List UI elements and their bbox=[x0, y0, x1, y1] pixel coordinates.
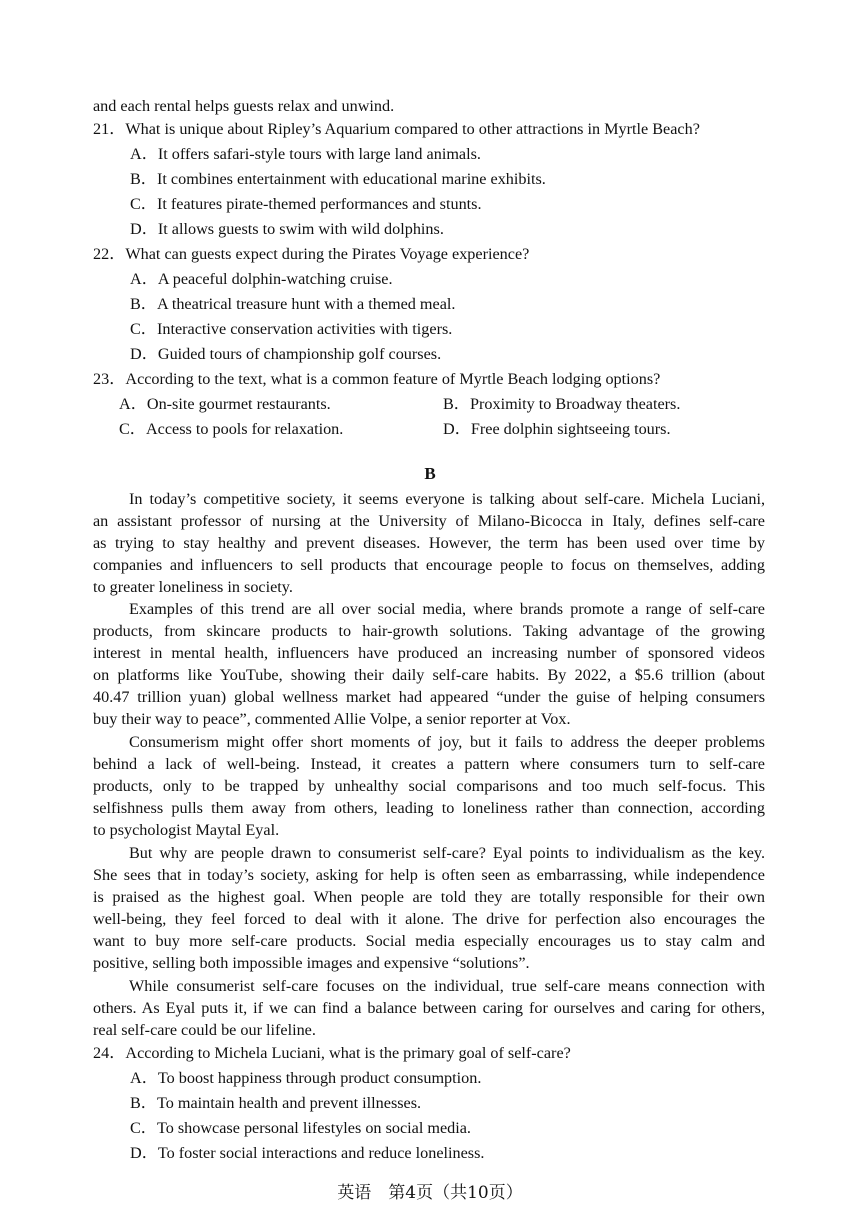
passage-a-final-line: and each rental helps guests relax and unwind. bbox=[93, 97, 395, 115]
page-footer: 英语 第4页（共10页） bbox=[337, 1183, 523, 1203]
passage-line: positive, selling both impossible images and expensive “solutions”. bbox=[93, 954, 530, 972]
question-23-option-d: D．Free dolphin sightseeing tours. bbox=[443, 420, 671, 438]
section-title: B bbox=[424, 464, 436, 483]
passage-line: companies and influencers to sell products that encourage people to focus on themselves, adding bbox=[93, 556, 765, 574]
passage-line: selfishness pulls them away from others, leading to loneliness rather than connection, according bbox=[93, 799, 765, 817]
passage-line: others. As Eyal puts it, if we can find a balance between caring for ourselves and caring for others, bbox=[93, 999, 765, 1017]
passage-line: products, from skincare products to hair-growth solutions. Taking advantage of the growing bbox=[93, 622, 765, 640]
passage-line: products, only to be trapped by unhealthy social comparisons and too much self-focus. This bbox=[93, 777, 765, 795]
passage-line: is praised as the highest goal. When people are told they are totally responsible for their own bbox=[93, 888, 765, 906]
question-21-option-d: D．It allows guests to swim with wild dolphins. bbox=[130, 220, 444, 238]
passage-line: an assistant professor of nursing at the University of Milano-Bicocca in Italy, defines self-care bbox=[93, 512, 765, 530]
question-21-stem: 21．What is unique about Ripley’s Aquarium compared to other attractions in Myrtle Beach? bbox=[93, 120, 700, 138]
question-22-option-b: B．A theatrical treasure hunt with a themed meal. bbox=[130, 295, 456, 313]
question-22-option-a: A．A peaceful dolphin-watching cruise. bbox=[130, 270, 393, 288]
passage-line: Consumerism might offer short moments of joy, but it fails to address the deeper problems bbox=[129, 733, 765, 751]
passage-line: to greater loneliness in society. bbox=[93, 578, 293, 596]
question-23-option-b: B．Proximity to Broadway theaters. bbox=[443, 395, 681, 413]
question-24-option-c: C．To showcase personal lifestyles on social media. bbox=[130, 1119, 471, 1137]
question-22-stem: 22．What can guests expect during the Pirates Voyage experience? bbox=[93, 245, 530, 263]
question-21-option-a: A．It offers safari-style tours with large land animals. bbox=[130, 145, 481, 163]
question-24-stem: 24．According to Michela Luciani, what is the primary goal of self-care? bbox=[93, 1044, 571, 1062]
question-23-option-a: A．On-site gourmet restaurants. bbox=[119, 395, 331, 413]
question-24-option-d: D．To foster social interactions and reduce loneliness. bbox=[130, 1144, 485, 1162]
question-23-stem: 23．According to the text, what is a common feature of Myrtle Beach lodging options? bbox=[93, 370, 661, 388]
passage-line: But why are people drawn to consumerist self-care? Eyal points to individualism as the key. bbox=[129, 844, 765, 862]
question-22-option-c: C．Interactive conservation activities with tigers. bbox=[130, 320, 453, 338]
passage-line: real self-care could be our lifeline. bbox=[93, 1021, 316, 1039]
question-24-option-b: B．To maintain health and prevent illnesses. bbox=[130, 1094, 422, 1112]
passage-line: Examples of this trend are all over social media, where brands promote a range of self-care bbox=[129, 600, 765, 618]
question-21-option-c: C．It features pirate-themed performances and stunts. bbox=[130, 195, 482, 213]
passage-line: 40.47 trillion yuan) global wellness market had appeared “under the guise of helping consumers bbox=[93, 688, 765, 706]
passage-line: well-being, they feel forced to deal with it alone. The drive for perfection also encourages the bbox=[93, 910, 765, 928]
passage-line: behind a lack of well-being. Instead, it creates a pattern where consumers turn to self-care bbox=[93, 755, 765, 773]
passage-line: In today’s competitive society, it seems everyone is talking about self-care. Michela Luciani, bbox=[129, 490, 765, 508]
passage-line: to psychologist Maytal Eyal. bbox=[93, 821, 280, 839]
passage-line: as trying to stay healthy and prevent diseases. However, the term has been used over time by bbox=[93, 534, 765, 552]
passage-line: buy their way to peace”, commented Allie Volpe, a senior reporter at Vox. bbox=[93, 710, 571, 728]
passage-line: While consumerist self-care focuses on the individual, true self-care means connection with bbox=[129, 977, 765, 995]
question-24-option-a: A．To boost happiness through product consumption. bbox=[130, 1069, 482, 1087]
question-21-option-b: B．It combines entertainment with educational marine exhibits. bbox=[130, 170, 546, 188]
passage-line: on platforms like YouTube, showing their daily self-care habits. By 2022, a $5.6 trillion (about bbox=[93, 666, 765, 684]
passage-line: She sees that in today’s society, asking for help is often seen as embarrassing, while independence bbox=[93, 866, 765, 884]
passage-line: interest in mental health, influencers have produced an increasing number of sponsored videos bbox=[93, 644, 765, 662]
passage-line: want to buy more self-care products. Social media especially encourages us to stay calm and bbox=[93, 932, 765, 950]
question-22-option-d: D．Guided tours of championship golf courses. bbox=[130, 345, 442, 363]
question-23-option-c: C．Access to pools for relaxation. bbox=[119, 420, 344, 438]
